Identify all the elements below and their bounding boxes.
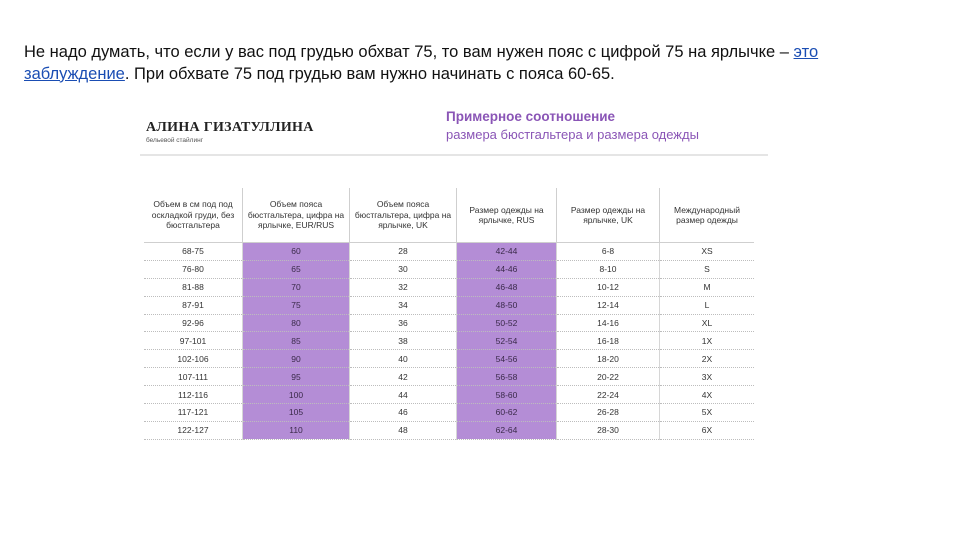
international-cell: 1X <box>660 332 755 350</box>
chart-heading-line1: Примерное соотношение <box>446 109 616 124</box>
clothing-uk-cell: 28-30 <box>557 421 660 439</box>
international-cell: XL <box>660 314 755 332</box>
band-uk-cell: 44 <box>350 386 457 404</box>
underbust-cell: 122-127 <box>144 421 243 439</box>
clothing-rus-cell: 56-58 <box>457 368 557 386</box>
brand-tagline: бельевой стайлинг <box>146 137 204 144</box>
band-uk-cell: 32 <box>350 278 457 296</box>
clothing-uk-cell: 20-22 <box>557 368 660 386</box>
table-row <box>144 350 754 368</box>
international-cell: 6X <box>660 421 755 439</box>
band-eur-cell: 80 <box>243 314 350 332</box>
table-row <box>144 368 754 386</box>
intro-paragraph <box>24 41 924 85</box>
underbust-cell: 117-121 <box>144 404 243 422</box>
table-row <box>144 332 754 350</box>
band-uk-cell: 40 <box>350 350 457 368</box>
table-row <box>144 278 754 296</box>
band-uk-cell: 36 <box>350 314 457 332</box>
table-row <box>144 421 754 439</box>
band-eur-cell: 65 <box>243 260 350 278</box>
clothing-uk-cell: 26-28 <box>557 404 660 422</box>
underbust-cell: 92-96 <box>144 314 243 332</box>
band-uk-cell: 28 <box>350 243 457 261</box>
header-band-eur: Объем пояса бюстгальтера, цифра на ярлычке, EUR/RUS <box>243 188 350 243</box>
underbust-cell: 107-111 <box>144 368 243 386</box>
international-cell: S <box>660 260 755 278</box>
band-eur-cell: 95 <box>243 368 350 386</box>
clothing-uk-cell: 18-20 <box>557 350 660 368</box>
clothing-rus-cell: 48-50 <box>457 296 557 314</box>
clothing-rus-cell: 46-48 <box>457 278 557 296</box>
band-uk-cell: 42 <box>350 368 457 386</box>
brand-logo: АЛИНА ГИЗАТУЛЛИНА <box>146 120 314 135</box>
underbust-cell: 87-91 <box>144 296 243 314</box>
clothing-uk-cell: 8-10 <box>557 260 660 278</box>
international-cell: 5X <box>660 404 755 422</box>
underbust-cell: 81-88 <box>144 278 243 296</box>
header-band-uk: Объем пояса бюстгальтера, цифра на ярлычке, UK <box>350 188 457 243</box>
clothing-rus-cell: 50-52 <box>457 314 557 332</box>
misconception-link[interactable]: это заблуждение <box>24 42 819 83</box>
clothing-uk-cell: 22-24 <box>557 386 660 404</box>
international-cell: 4X <box>660 386 755 404</box>
band-eur-cell: 110 <box>243 421 350 439</box>
table-header-row <box>144 188 754 243</box>
clothing-rus-cell: 54-56 <box>457 350 557 368</box>
table-row <box>144 260 754 278</box>
underbust-cell: 112-116 <box>144 386 243 404</box>
clothing-rus-cell: 62-64 <box>457 421 557 439</box>
international-cell: 3X <box>660 368 755 386</box>
header-underbust: Объем в см под под оскладкой груди, без бюстгальтера <box>144 188 243 243</box>
clothing-uk-cell: 12-14 <box>557 296 660 314</box>
clothing-rus-cell: 52-54 <box>457 332 557 350</box>
band-eur-cell: 105 <box>243 404 350 422</box>
clothing-uk-cell: 16-18 <box>557 332 660 350</box>
header-international: Международный размер одежды <box>660 188 755 243</box>
table-row <box>144 296 754 314</box>
clothing-rus-cell: 42-44 <box>457 243 557 261</box>
clothing-rus-cell: 44-46 <box>457 260 557 278</box>
table-row <box>144 314 754 332</box>
international-cell: XS <box>660 243 755 261</box>
international-cell: L <box>660 296 755 314</box>
band-eur-cell: 75 <box>243 296 350 314</box>
table-body <box>144 243 754 440</box>
clothing-uk-cell: 6-8 <box>557 243 660 261</box>
underbust-cell: 76-80 <box>144 260 243 278</box>
intro-text-end: . При обхвате 75 под грудью вам нужно начинать с пояса 60-65. <box>124 64 615 83</box>
clothing-rus-cell: 60-62 <box>457 404 557 422</box>
band-uk-cell: 38 <box>350 332 457 350</box>
chart-heading-line2: размера бюстгальтера и размера одежды <box>446 127 699 142</box>
international-cell: M <box>660 278 755 296</box>
clothing-rus-cell: 58-60 <box>457 386 557 404</box>
underbust-cell: 102-106 <box>144 350 243 368</box>
band-uk-cell: 34 <box>350 296 457 314</box>
clothing-uk-cell: 14-16 <box>557 314 660 332</box>
band-uk-cell: 46 <box>350 404 457 422</box>
table-row <box>144 243 754 261</box>
intro-text: Не надо думать, что если у вас под грудью обхват 75, то вам нужен пояс с цифрой 75 на ярлычке – <box>24 42 794 61</box>
band-eur-cell: 60 <box>243 243 350 261</box>
underbust-cell: 97-101 <box>144 332 243 350</box>
international-cell: 2X <box>660 350 755 368</box>
header-clothing-rus: Размер одежды на ярлычке, RUS <box>457 188 557 243</box>
band-uk-cell: 30 <box>350 260 457 278</box>
band-eur-cell: 90 <box>243 350 350 368</box>
underbust-cell: 68-75 <box>144 243 243 261</box>
size-table <box>144 188 754 440</box>
band-eur-cell: 85 <box>243 332 350 350</box>
size-chart-figure <box>140 100 770 445</box>
clothing-uk-cell: 10-12 <box>557 278 660 296</box>
chart-heading <box>446 108 699 144</box>
band-eur-cell: 100 <box>243 386 350 404</box>
header-clothing-uk: Размер одежды на ярлычке, UK <box>557 188 660 243</box>
table-row <box>144 404 754 422</box>
band-eur-cell: 70 <box>243 278 350 296</box>
table-row <box>144 386 754 404</box>
band-uk-cell: 48 <box>350 421 457 439</box>
divider <box>140 154 768 156</box>
